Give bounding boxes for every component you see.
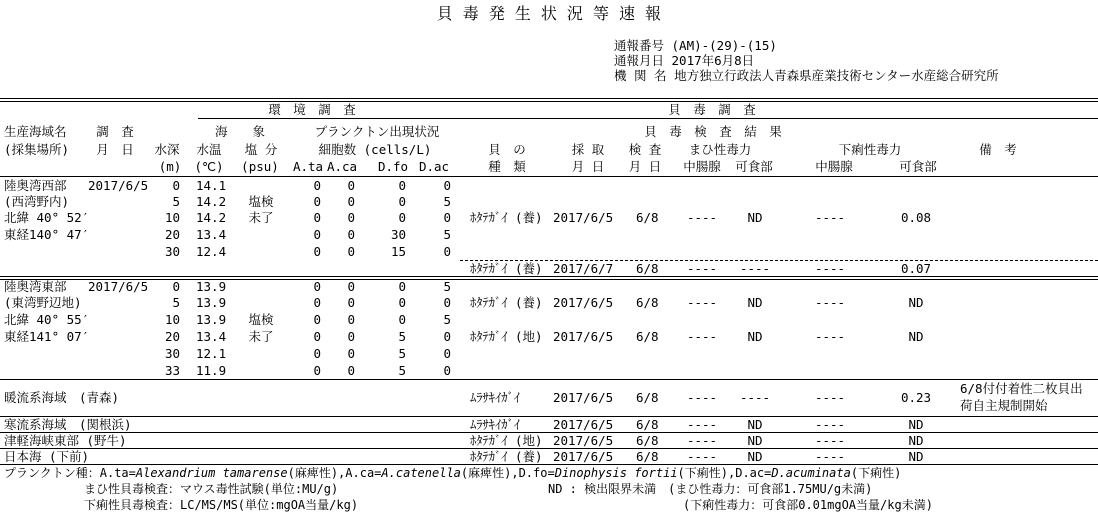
dsp-edible-value: ND — [908, 433, 924, 448]
sea-header: 海 象 — [214, 124, 266, 139]
area-w-site: (西湾野内) — [4, 194, 70, 209]
month-day-header: 月 日 — [96, 142, 134, 157]
table-cell: 0 — [347, 227, 355, 242]
table-cell: 11.9 — [196, 363, 227, 378]
site-header: (採集場所) — [4, 142, 70, 157]
shell-sampling-date: 2017/6/5 — [553, 449, 614, 464]
table-cell: 0 — [398, 178, 406, 193]
table-cell: 13.9 — [196, 312, 227, 327]
psp-midgut-value: ---- — [686, 449, 718, 464]
area-w-sea-note-1: 塩検 — [248, 194, 274, 209]
dsp-midgut-value: ---- — [814, 329, 846, 344]
psp-edible-value: ---- — [739, 261, 771, 276]
shell-kind: ﾎﾀﾃｶﾞｲ (地) — [470, 433, 543, 448]
dsp-midgut-value: ---- — [814, 390, 846, 405]
species-name: Alexandrium tamarense — [135, 466, 288, 480]
footer-dsp-limit: (下痢性毒力：可食部0.01mgOA当量/kg未満) — [683, 498, 933, 512]
table-cell: 30 — [164, 244, 180, 259]
area-w-lon: 東経140° 47′ — [4, 227, 90, 242]
dsp-edible-value: ND — [908, 417, 924, 432]
page-title: 貝 毒 発 生 状 況 等 速 報 — [436, 4, 662, 23]
table-cell: 0 — [347, 346, 355, 361]
table-cell: 10 — [164, 312, 180, 327]
shell-sampling-date: 2017/6/5 — [553, 295, 614, 310]
species-name: A.catenella — [381, 466, 461, 480]
rule-block-japan — [0, 448, 1098, 449]
table-cell: 33 — [164, 363, 180, 378]
table-cell: 20 — [164, 227, 180, 242]
shell-test-date: 6/8 — [636, 261, 659, 276]
table-cell: 0 — [313, 329, 321, 344]
area-e-lat: 北緯 40° 55′ — [4, 312, 90, 327]
dsp-edible-value: ND — [908, 449, 924, 464]
table-cell: 0 — [313, 312, 321, 327]
shell-test-date: 6/8 — [636, 433, 659, 448]
table-cell: 30 — [164, 346, 180, 361]
dsp-midgut-value: ---- — [814, 295, 846, 310]
shell-kind-header-1: 貝 の — [488, 142, 526, 157]
table-cell: 0 — [313, 227, 321, 242]
table-cell: 0 — [398, 312, 406, 327]
results-header: 貝 毒 検 査 結 果 — [644, 124, 782, 139]
area-cold-name: 寒流系海域 (関根浜) — [4, 417, 132, 432]
area-w-lat: 北緯 40° 52′ — [4, 210, 90, 225]
table-cell: 0 — [443, 295, 451, 310]
dsp-edible-value: ND — [908, 295, 924, 310]
area-w-sea-note-2: 未了 — [248, 210, 274, 225]
psp-midgut-value: ---- — [686, 210, 718, 225]
table-cell: 30 — [390, 227, 406, 242]
shell-test-date: 6/8 — [636, 329, 659, 344]
footer-psp-method: まひ性貝毒検査：マウス毒性試験(単位:MU/g) — [84, 482, 339, 496]
psp-midgut-value: ---- — [686, 261, 718, 276]
sal-unit: (psu) — [241, 159, 279, 174]
shell-kind: ﾎﾀﾃｶﾞｲ (養) — [470, 449, 543, 464]
test-header-2: 月 日 — [628, 159, 662, 174]
psp-edible-value: ND — [747, 433, 763, 448]
depth-unit: (m) — [158, 159, 182, 174]
table-cell: 0 — [443, 363, 451, 378]
table-cell: 0 — [347, 363, 355, 378]
table-cell: 0 — [313, 194, 321, 209]
water-temp-header: 水温 — [196, 142, 222, 157]
rule-block-tsugaru — [0, 432, 1098, 433]
dsp-midgut-value: ---- — [814, 261, 846, 276]
legend-part: (下痢性) — [850, 466, 902, 480]
remarks-line-2: 荷自主規制開始 — [960, 398, 1048, 413]
salinity-header: 塩 分 — [244, 142, 278, 157]
table-cell: 0 — [398, 295, 406, 310]
shell-kind: ﾑﾗｻｷｲｶﾞｲ — [470, 417, 521, 432]
psp-midgut-value: ---- — [686, 295, 718, 310]
table-cell: 5 — [443, 279, 451, 294]
area-e-sea-note-1: 塩検 — [248, 312, 274, 327]
sampling-header: 採 取 — [571, 142, 605, 157]
psp-edible-value: ND — [747, 210, 763, 225]
remarks-header: 備 考 — [979, 142, 1017, 157]
dsp-midgut-value: ---- — [814, 449, 846, 464]
dsp-edible-value: 0.23 — [900, 390, 932, 405]
psp-midgut-value: ---- — [686, 433, 718, 448]
table-cell: 0 — [443, 244, 451, 259]
table-cell: 0 — [313, 178, 321, 193]
env-survey-header: 環 境 調 査 — [268, 102, 356, 117]
rule-block-cold — [0, 416, 1098, 417]
organization: 機 関 名 地方独立行政法人青森県産業技術センター水産総合研究所 — [614, 68, 999, 83]
table-cell: 0 — [313, 244, 321, 259]
shell-kind: ﾎﾀﾃｶﾞｲ (養) — [470, 261, 543, 276]
psp-edible-value: ND — [747, 295, 763, 310]
footer-dsp-method: 下痢性貝毒検査：LC/MS/MS(単位:mgOA当量/kg) — [84, 498, 359, 512]
table-cell: 0 — [172, 178, 180, 193]
dsp-edible-value: 0.07 — [900, 261, 932, 276]
table-cell: 0 — [443, 329, 451, 344]
species-name: Dinophysis fortii — [554, 466, 678, 480]
legend-part: (麻痺性),D.fo= — [460, 466, 555, 480]
table-cell: 0 — [347, 194, 355, 209]
area-japan-name: 日本海 (下前) — [4, 449, 90, 464]
area-w-name: 陸奥湾西部 — [4, 178, 67, 193]
psp-header: まひ性毒力 — [688, 142, 752, 157]
shell-test-date: 6/8 — [636, 295, 659, 310]
shell-kind: ﾎﾀﾃｶﾞｲ (養) — [470, 210, 543, 225]
table-cell: 14.1 — [196, 178, 227, 193]
psp-edible-value: ND — [747, 329, 763, 344]
psp-midgut: 中腸腺 — [683, 159, 721, 174]
table-cell: 5 — [172, 194, 180, 209]
dsp-midgut: 中腸腺 — [815, 159, 853, 174]
psp-edible-value: ND — [747, 449, 763, 464]
table-cell: 0 — [347, 244, 355, 259]
plankton-aca: A.ca — [326, 159, 358, 174]
dsp-edible: 可食部 — [899, 159, 937, 174]
temp-unit: (℃) — [194, 159, 224, 174]
table-cell: 20 — [164, 329, 180, 344]
table-cell: 5 — [398, 363, 406, 378]
table-cell: 0 — [313, 363, 321, 378]
species-name: D.acuminata — [771, 466, 851, 480]
survey-header: 調 査 — [96, 124, 134, 139]
psp-edible: 可食部 — [735, 159, 773, 174]
depth-header: 水深 — [154, 142, 180, 157]
plankton-header: プランクトン出現状況 — [314, 124, 440, 139]
area-e-date: 2017/6/5 — [88, 279, 149, 294]
psp-edible-value: ---- — [739, 390, 771, 405]
shell-test-date: 6/8 — [636, 390, 659, 405]
psp-midgut-value: ---- — [686, 390, 718, 405]
legend-part: プランクトン種：A.ta= — [4, 466, 136, 480]
shell-kind: ﾎﾀﾃｶﾞｲ (養) — [470, 295, 543, 310]
table-cell: 15 — [390, 244, 406, 259]
table-cell: 14.2 — [196, 194, 227, 209]
shell-sampling-date: 2017/6/5 — [553, 210, 614, 225]
table-cell: 0 — [398, 279, 406, 294]
dsp-edible-value: 0.08 — [900, 210, 932, 225]
rule-top — [0, 98, 1098, 99]
dsp-edible-value: ND — [908, 329, 924, 344]
psp-edible-value: ND — [747, 417, 763, 432]
table-cell: 5 — [443, 194, 451, 209]
table-cell: 0 — [443, 178, 451, 193]
table-cell: 0 — [313, 210, 321, 225]
table-cell: 0 — [347, 279, 355, 294]
shell-test-date: 6/8 — [636, 417, 659, 432]
table-cell: 0 — [313, 295, 321, 310]
shell-sampling-date: 2017/6/7 — [553, 261, 614, 276]
shell-sampling-date: 2017/6/5 — [553, 433, 614, 448]
test-header: 検 査 — [628, 142, 662, 157]
area-header: 生産海域名 — [4, 124, 67, 139]
table-cell: 0 — [443, 210, 451, 225]
shell-kind: ﾎﾀﾃｶﾞｲ (地) — [470, 329, 543, 344]
plankton-ata: A.ta — [292, 159, 324, 174]
area-warm-name: 暖流系海域 (青森) — [4, 390, 120, 405]
table-cell: 0 — [443, 346, 451, 361]
sampling-header-2: 月 日 — [571, 159, 605, 174]
table-cell: 12.4 — [196, 244, 227, 259]
shell-survey-header: 貝 毒 調 査 — [668, 102, 756, 117]
report-number: 通報番号 (AM)-(29)-(15) — [614, 38, 777, 53]
rule-block-e-2 — [0, 279, 1098, 280]
table-cell: 0 — [313, 346, 321, 361]
remarks-line-1: 6/8付付着性二枚貝出 — [960, 381, 1083, 396]
cells-header: 細胞数 (cells/L) — [318, 142, 432, 157]
psp-midgut-value: ---- — [686, 329, 718, 344]
rule-shell-under — [460, 118, 1098, 119]
table-cell: 0 — [347, 312, 355, 327]
dsp-midgut-value: ---- — [814, 210, 846, 225]
dsp-midgut-value: ---- — [814, 433, 846, 448]
rule-top-2 — [0, 101, 1098, 102]
table-cell: 0 — [347, 329, 355, 344]
table-cell: 13.4 — [196, 329, 227, 344]
table-cell: 5 — [172, 295, 180, 310]
psp-midgut-value: ---- — [686, 417, 718, 432]
table-cell: 10 — [164, 210, 180, 225]
area-e-site: (東湾野辺地) — [4, 295, 82, 310]
table-cell: 13.4 — [196, 227, 227, 242]
shell-kind: ﾑﾗｻｷｲｶﾞｲ — [470, 390, 521, 405]
legend-part: (下痢性),D.ac= — [677, 466, 772, 480]
dsp-midgut-value: ---- — [814, 417, 846, 432]
rule-env-under — [198, 118, 460, 119]
table-cell: 13.9 — [196, 295, 227, 310]
dsp-header: 下痢性毒力 — [838, 142, 902, 157]
shell-sampling-date: 2017/6/5 — [553, 329, 614, 344]
area-e-lon: 東経141° 07′ — [4, 329, 90, 344]
rule-block-warm — [0, 379, 1098, 380]
shell-sampling-date: 2017/6/5 — [553, 417, 614, 432]
table-cell: 5 — [398, 329, 406, 344]
area-w-date: 2017/6/5 — [88, 178, 149, 193]
area-tsugaru-name: 津軽海峡東部 (野牛) — [4, 433, 127, 448]
area-e-sea-note-2: 未了 — [248, 329, 274, 344]
table-cell: 5 — [443, 227, 451, 242]
rule-header-bottom — [0, 176, 1098, 177]
table-cell: 0 — [313, 279, 321, 294]
table-cell: 0 — [347, 295, 355, 310]
shell-kind-header-2: 種 類 — [488, 159, 526, 174]
table-cell: 14.2 — [196, 210, 227, 225]
table-cell: 13.9 — [196, 279, 227, 294]
footer-plankton-legend — [4, 465, 901, 481]
table-cell: 0 — [398, 210, 406, 225]
table-cell: 5 — [398, 346, 406, 361]
table-cell: 5 — [443, 312, 451, 327]
plankton-dac: D.ac — [418, 159, 450, 174]
legend-part: (麻痺性),A.ca= — [287, 466, 382, 480]
rule-block-e — [0, 276, 1098, 277]
table-cell: 0 — [347, 210, 355, 225]
footer-nd-note: ND : 検出限界未満 (まひ性毒力：可食部1.75MU/g未満) — [548, 482, 873, 496]
table-cell: 0 — [172, 279, 180, 294]
area-e-name: 陸奥湾東部 — [4, 279, 67, 294]
plankton-dfo: D.fo — [377, 159, 409, 174]
shell-sampling-date: 2017/6/5 — [553, 390, 614, 405]
table-cell: 0 — [398, 194, 406, 209]
shell-test-date: 6/8 — [636, 210, 659, 225]
table-cell: 0 — [347, 178, 355, 193]
table-cell: 12.1 — [196, 346, 227, 361]
shell-test-date: 6/8 — [636, 449, 659, 464]
report-date: 通報月日 2017年6月8日 — [614, 53, 755, 68]
